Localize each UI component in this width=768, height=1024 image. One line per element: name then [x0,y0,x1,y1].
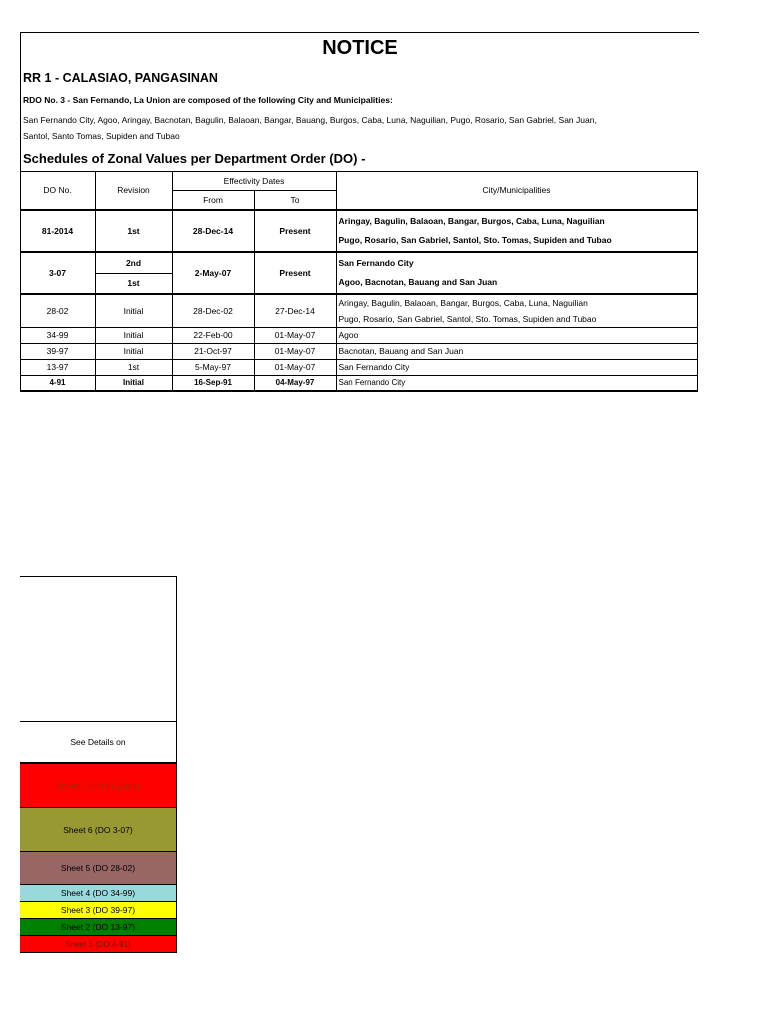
header-from: From [172,191,254,210]
table-row: 13-97 1st 5-May-97 01-May-07 San Fernando City [20,359,697,375]
municipality-list [21,109,699,144]
notice-title: NOTICE [322,37,398,59]
municipality-list-line2: Santol, Santo Tomas, Supiden and Tubao [23,131,180,141]
table-row: 3-07 2nd 2-May-07 Present San Fernando City Agoo, Bacnotan, Bauang and San Juan [20,252,697,274]
table-row: 28-02 Initial 28-Dec-02 27-Dec-14 Aringay, Bagulin, Balaoan, Bangar, Burgos, Caba, Luna, Naguilian Pugo, Rosario, San Gabriel, Santol, Sto. Tomas, Supiden and Tubao [20,294,697,328]
header-revision: Revision [95,172,172,210]
header-to: To [254,191,336,210]
table-header-row [20,172,697,191]
sheet-1-link[interactable]: Sheet 1 (DO 4-91) [20,935,176,953]
table-row: 1st [20,274,697,294]
sheet-4-link[interactable]: Sheet 4 (DO 34-99) [20,884,176,901]
municipality-list-line1: San Fernando City, Agoo, Aringay, Bacnotan, Bagulin, Balaoan, Bangar, Bauang, Burgos, Caba, Luna, Naguilian, Pugo, Rosario, San Gabriel, San Juan, [23,115,597,125]
schedules-heading: Schedules of Zonal Values per Department Order (DO) - [23,151,366,166]
table-row: 39-97 Initial 21-Oct-97 01-May-07 Bacnotan, Bauang and San Juan [20,343,697,359]
sheet-3-link[interactable]: Sheet 3 (DO 39-97) [20,901,176,918]
panel-blank-area [20,577,176,721]
rdo-description: RDO No. 3 - San Fernando, La Union are composed of the following City and Municipalities: [23,95,393,105]
header-effectivity: Effectivity Dates [172,172,336,191]
table-row: 81-2014 1st 28-Dec-14 Present Aringay, Bagulin, Balaoan, Bangar, Burgos, Caba, Luna, Naguilian Pugo, Rosario, San Gabriel, Santol, Sto. Tomas, Supiden and Tubao [20,210,697,252]
sheet-7-link[interactable]: Sheet 7 (DO 81-2014) [20,763,176,807]
zonal-values-table [20,171,698,392]
sheet-2-link[interactable]: Sheet 2 (DO 13-97) [20,918,176,935]
header-do-no: DO No. [20,172,95,210]
table-row: 4-91 Initial 16-Sep-91 04-May-97 San Fernando City [20,375,697,391]
see-details-label: See Details on [20,721,176,763]
table-row: 34-99 Initial 22-Feb-00 01-May-07 Agoo [20,327,697,343]
notice-sheet [20,32,699,392]
header-city: City/Municipalities [336,172,697,210]
sheet-5-link[interactable]: Sheet 5 (DO 28-02) [20,851,176,884]
sheet-navigation-panel [20,576,177,953]
revenue-region-heading: RR 1 - CALASIAO, PANGASINAN [23,71,218,85]
sheet-6-link[interactable]: Sheet 6 (DO 3-07) [20,807,176,851]
